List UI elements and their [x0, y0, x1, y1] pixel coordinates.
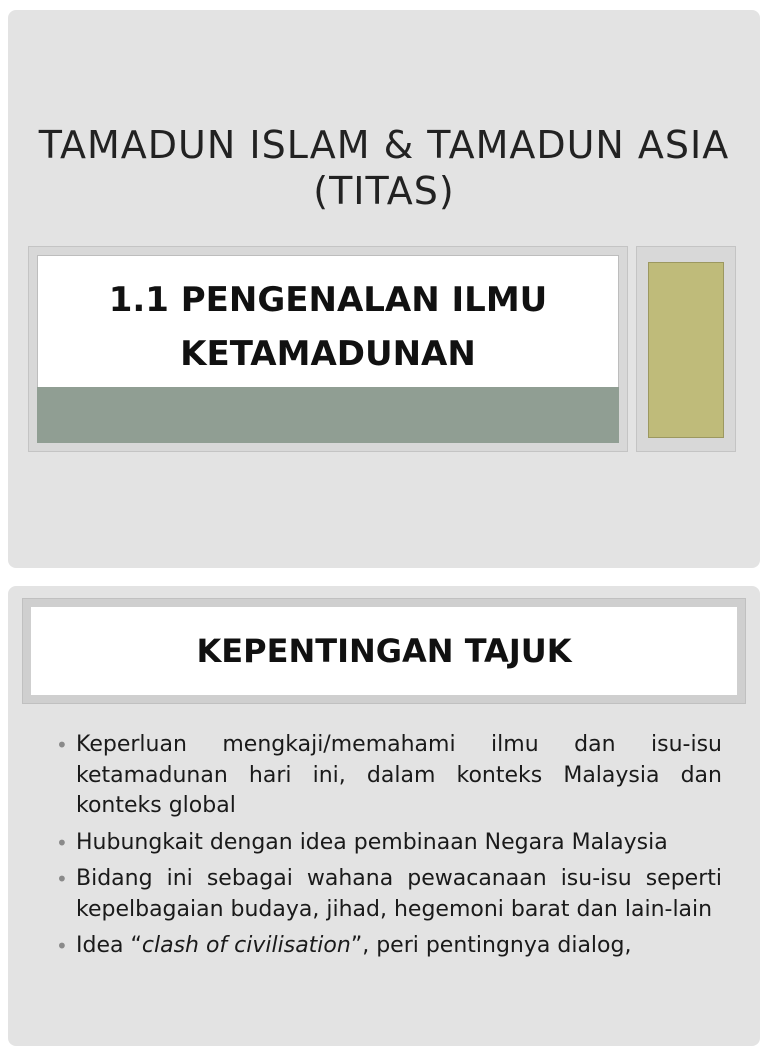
title-line-2: (TITAS) — [313, 169, 455, 213]
bullet-item — [54, 931, 722, 962]
accent-swatch — [648, 262, 724, 438]
section-heading: KEPENTINGAN TAJUK — [196, 632, 572, 670]
title-slide — [8, 10, 760, 568]
heading-frame — [22, 598, 746, 704]
bullet-item — [54, 864, 722, 925]
subtitle-line-2: KETAMADUNAN — [180, 334, 476, 374]
bullet-dot-icon: • — [56, 830, 68, 855]
subtitle-accent-band — [37, 387, 619, 443]
title-line-1: TAMADUN ISLAM & TAMADUN ASIA — [38, 123, 730, 167]
subtitle-frame — [28, 246, 628, 452]
bullet-item — [54, 828, 722, 859]
bullet-text: Bidang ini sebagai wahana pewacanaan isu-isu seperti kepelbagaian budaya, jihad, hegemoni barat dan lain-lain — [76, 866, 722, 922]
accent-frame — [636, 246, 736, 452]
heading-panel — [31, 607, 737, 695]
bullet-text-italic: clash of civilisation — [141, 933, 351, 958]
slide-subtitle — [45, 273, 611, 381]
bullet-text: Hubungkait dengan idea pembinaan Negara Malaysia — [76, 829, 668, 855]
bullet-dot-icon: • — [56, 934, 68, 958]
subtitle-line-1: 1.1 PENGENALAN ILMU — [108, 280, 548, 320]
bullet-text: Keperluan mengkaji/memahami ilmu dan isu-isu ketamadunan hari ini, dalam konteks Malaysia dan konteks global — [76, 732, 722, 818]
bullet-dot-icon: • — [56, 733, 68, 757]
bullet-dot-icon: • — [56, 867, 68, 891]
content-slide — [8, 586, 760, 1046]
bullet-text: Idea “ — [76, 933, 142, 958]
presentation-title — [8, 122, 760, 214]
bullet-text: ”, peri pentingnya dialog, — [350, 933, 632, 958]
bullet-item — [54, 730, 722, 822]
bullet-list — [54, 730, 722, 968]
